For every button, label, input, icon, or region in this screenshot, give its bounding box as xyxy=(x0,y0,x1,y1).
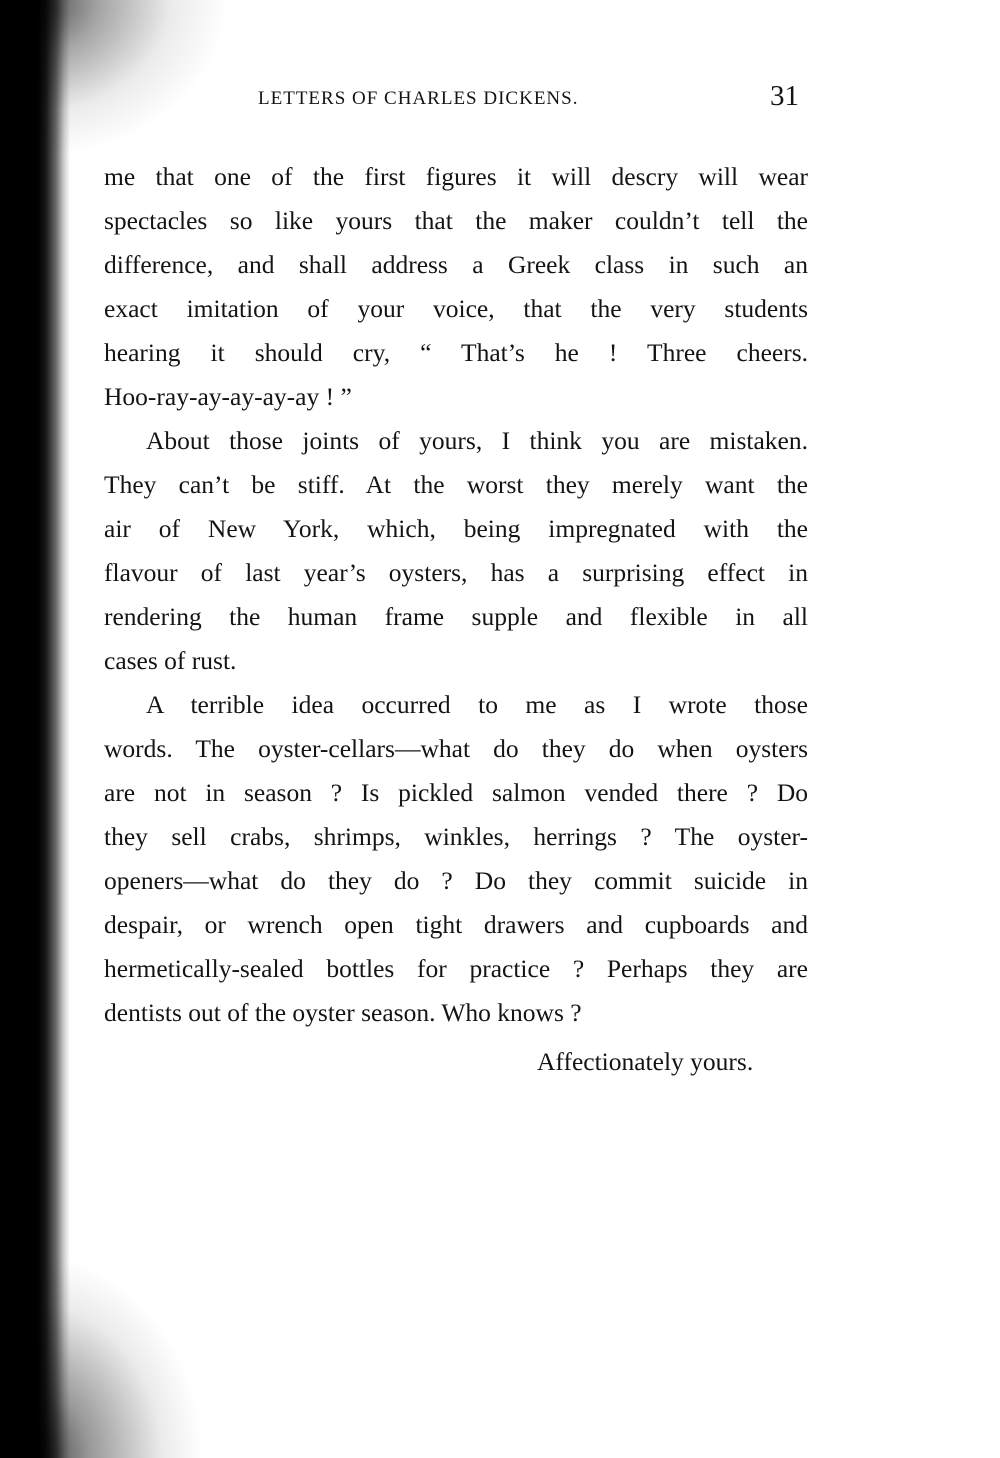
page-number: 31 xyxy=(770,80,799,112)
scan-shadow-bottom xyxy=(30,1258,200,1458)
text-line: me that one of the first figures it will descry will wear xyxy=(104,162,808,191)
text-line: About those joints of yours, I think you are mistaken. xyxy=(146,426,808,455)
text-line: air of New York, which, being impregnated with the xyxy=(104,514,808,543)
binding-edge xyxy=(0,0,70,1458)
text-line: openers—what do they do ? Do they commit suicide in xyxy=(104,866,808,895)
text-line: They can’t be stiff. At the worst they merely want the xyxy=(104,470,808,499)
text-line: words. The oyster-cellars—what do they do when oysters xyxy=(104,734,808,763)
text-line: dentists out of the oyster season. Who knows ? xyxy=(104,998,582,1027)
text-line: are not in season ? Is pickled salmon vended there ? Do xyxy=(104,778,808,807)
running-head: LETTERS OF CHARLES DICKENS. xyxy=(258,88,579,109)
text-line: despair, or wrench open tight drawers and cupboards and xyxy=(104,910,808,939)
text-line: difference, and shall address a Greek class in such an xyxy=(104,250,808,279)
body-text xyxy=(104,155,808,1035)
text-line: they sell crabs, shrimps, winkles, herrings ? The oyster- xyxy=(104,822,808,851)
text-line: spectacles so like yours that the maker couldn’t tell the xyxy=(104,206,808,235)
text-line: hermetically-sealed bottles for practice ? Perhaps they are xyxy=(104,954,808,983)
text-line: rendering the human frame supple and flexible in all xyxy=(104,602,808,631)
text-line: hearing it should cry, “ That’s he ! Three cheers. xyxy=(104,338,808,367)
text-line: A terrible idea occurred to me as I wrote those xyxy=(146,690,808,719)
scan-shadow-top xyxy=(30,0,230,160)
text-line: exact imitation of your voice, that the very students xyxy=(104,294,808,323)
text-line: Hoo-ray-ay-ay-ay-ay ! ” xyxy=(104,382,352,411)
closing-salutation: Affectionately yours. xyxy=(537,1047,754,1076)
text-line: flavour of last year’s oysters, has a surprising effect in xyxy=(104,558,808,587)
text-line: cases of rust. xyxy=(104,646,237,675)
